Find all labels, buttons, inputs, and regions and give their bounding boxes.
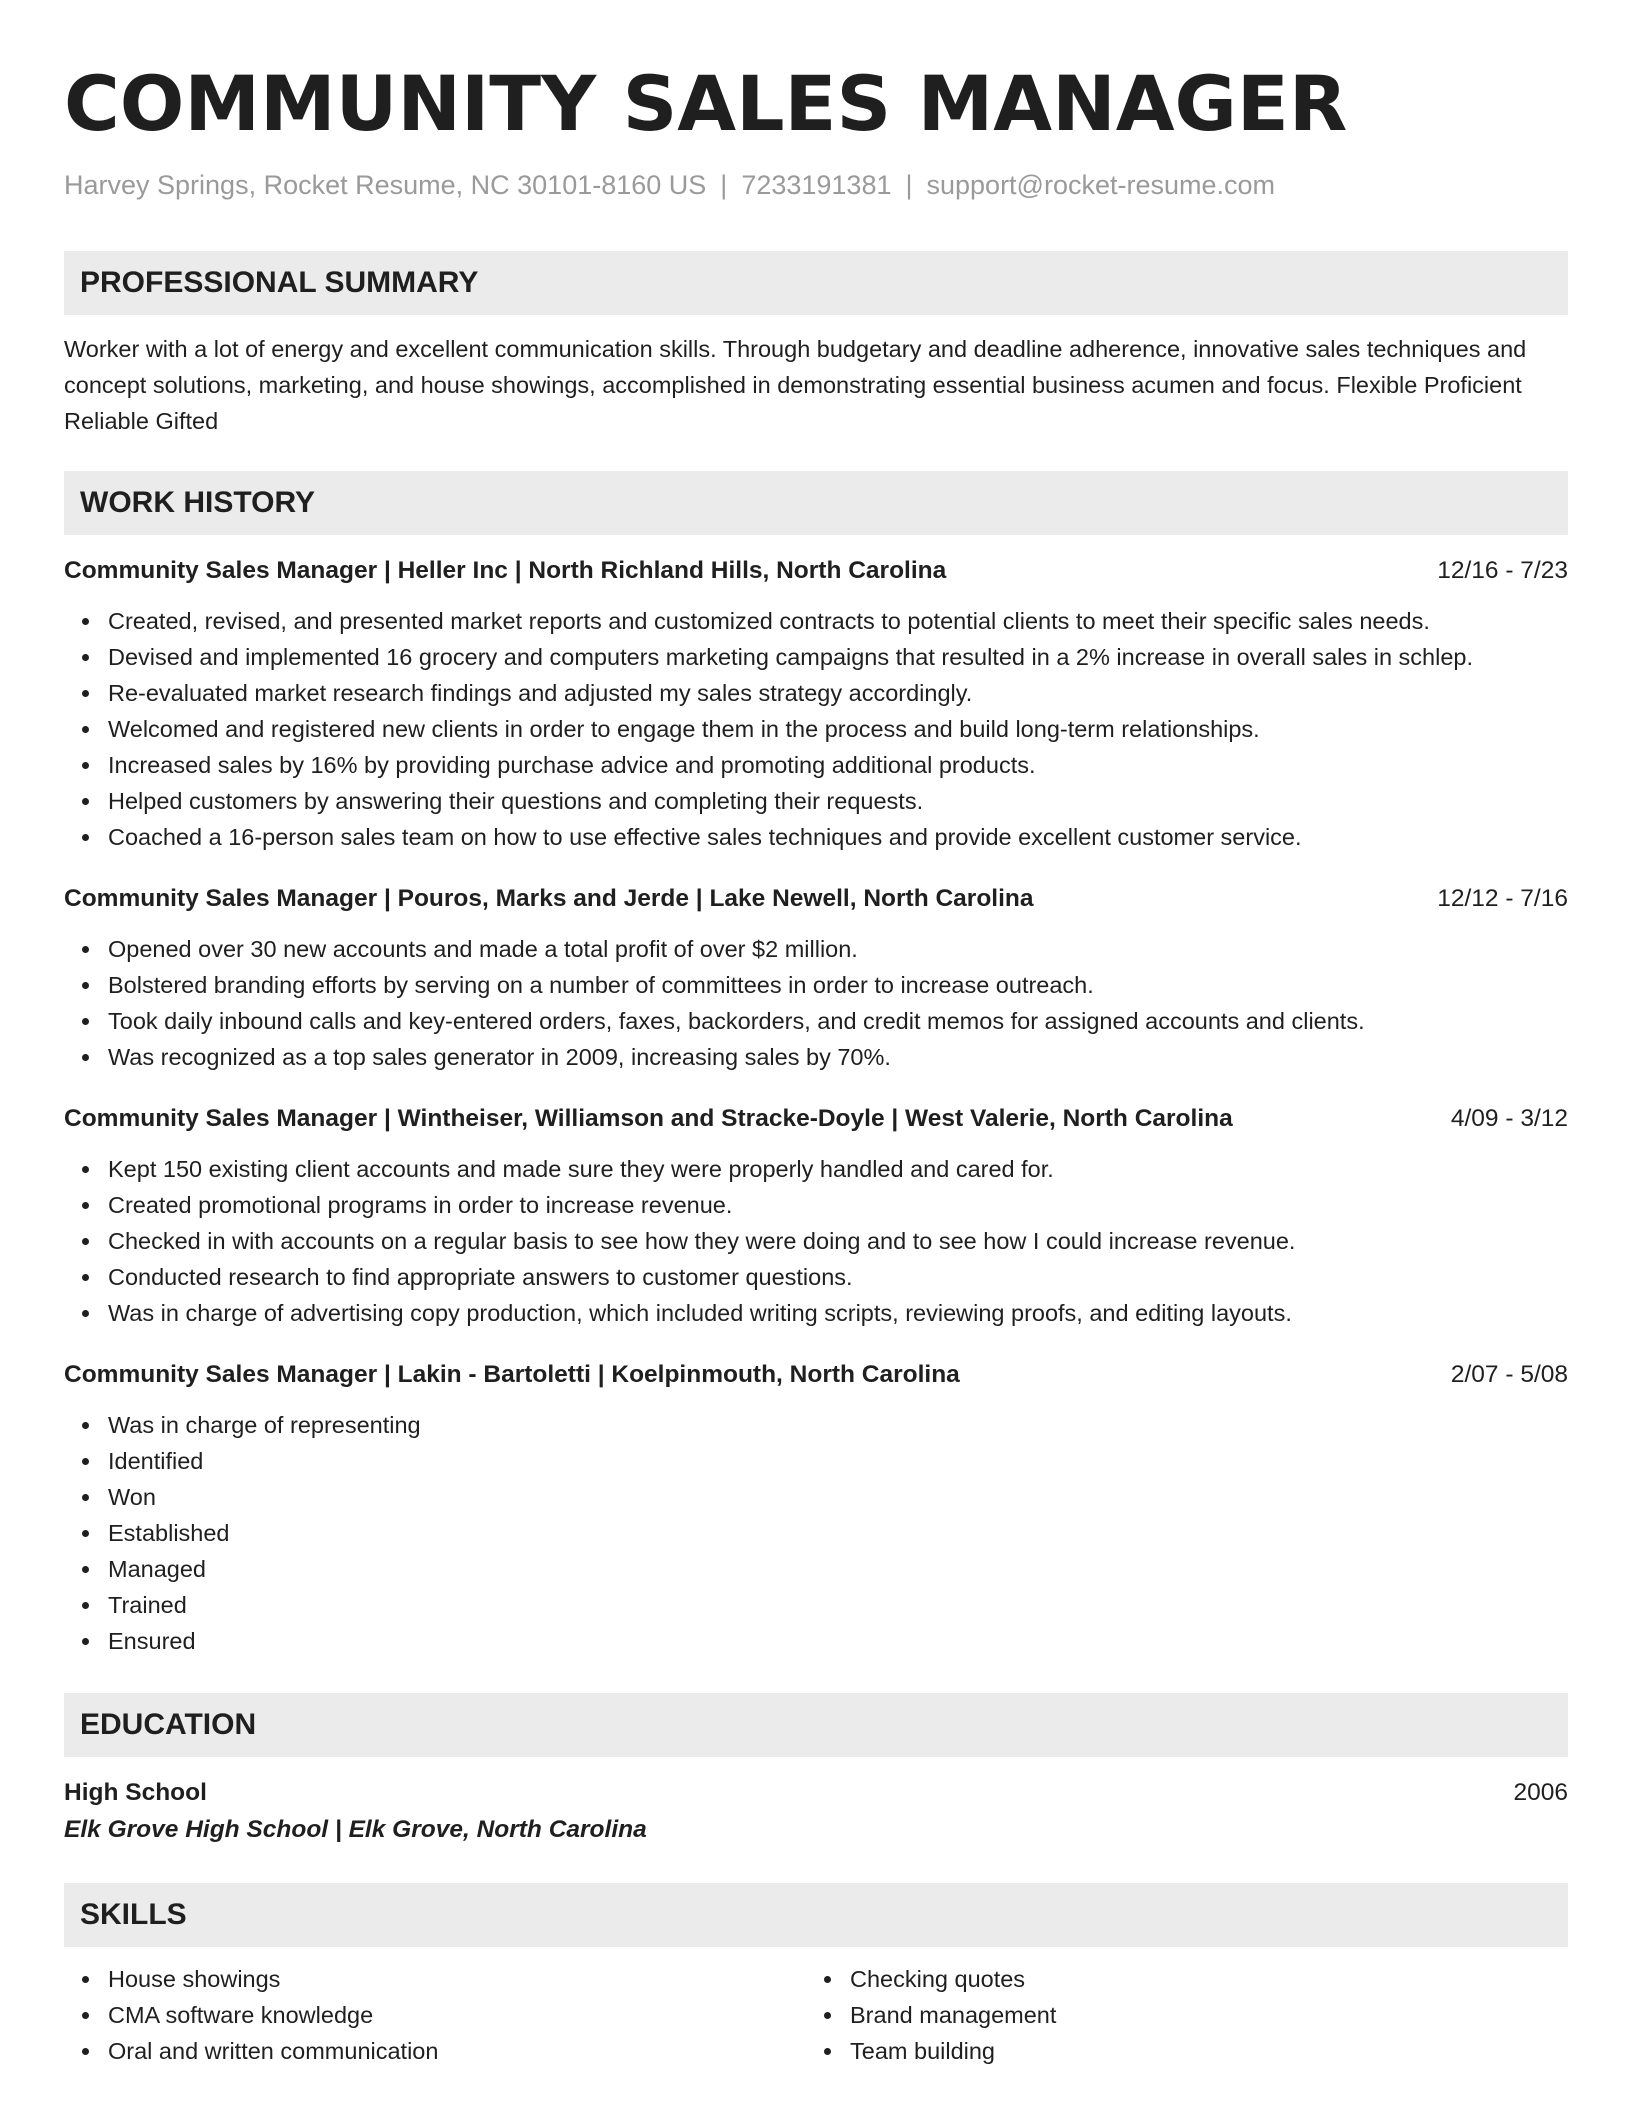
job-dates: 4/09 - 3/12 xyxy=(1450,1105,1568,1132)
contact-separator: | xyxy=(905,170,913,200)
job-entry xyxy=(64,553,1568,855)
job-bullet: Established xyxy=(108,1515,1568,1551)
job-bullet: Trained xyxy=(108,1587,1568,1623)
resume-title: COMMUNITY SALES MANAGER xyxy=(64,59,1348,148)
job-bullet: Took daily inbound calls and key-entered orders, faxes, backorders, and credit memos for assigned accounts and clients. xyxy=(108,1003,1568,1039)
job-entry xyxy=(64,881,1568,1075)
job-header xyxy=(64,1101,1568,1137)
job-entry xyxy=(64,1357,1568,1659)
job-bullet: Was in charge of representing xyxy=(108,1407,1568,1443)
skills-column xyxy=(64,1961,806,2069)
contact-phone: 7233191381 xyxy=(741,170,892,200)
skill-item: CMA software knowledge xyxy=(108,1997,806,2033)
skills-grid xyxy=(64,1947,1568,2069)
job-bullet: Helped customers by answering their questions and completing their requests. xyxy=(108,783,1568,819)
job-title: Community Sales Manager | Pouros, Marks and Jerde | Lake Newell, North Carolina xyxy=(64,885,1034,912)
job-bullet: Opened over 30 new accounts and made a total profit of over $2 million. xyxy=(108,931,1568,967)
skill-item: Team building xyxy=(850,2033,1548,2069)
skill-item: Oral and written communication xyxy=(108,2033,806,2069)
job-bullet: Devised and implemented 16 grocery and computers marketing campaigns that resulted in a 2% increase in overall sales in schlep. xyxy=(108,639,1568,675)
education-year: 2006 xyxy=(1513,1779,1568,1806)
job-bullets xyxy=(64,603,1568,855)
contact-separator: | xyxy=(720,170,728,200)
job-bullets xyxy=(64,931,1568,1075)
skill-item: House showings xyxy=(108,1961,806,1997)
skills-column xyxy=(806,1961,1548,2069)
job-bullet: Increased sales by 16% by providing purchase advice and promoting additional products. xyxy=(108,747,1568,783)
job-bullet: Was recognized as a top sales generator in 2009, increasing sales by 70%. xyxy=(108,1039,1568,1075)
job-header xyxy=(64,881,1568,917)
job-bullet: Bolstered branding efforts by serving on a number of committees in order to increase outreach. xyxy=(108,967,1568,1003)
summary-text: Worker with a lot of energy and excellent communication skills. Through budgetary and deadline adherence, innovative sales techniques and concept solutions, marketing, and house showings, accomplished in demonstrating essential business acumen and focus. Flexible Proficient Reliable Gifted xyxy=(64,336,1527,434)
job-header xyxy=(64,553,1568,589)
job-title: Community Sales Manager | Heller Inc | North Richland Hills, North Carolina xyxy=(64,557,947,584)
job-bullet: Was in charge of advertising copy production, which included writing scripts, reviewing proofs, and editing layouts. xyxy=(108,1295,1568,1331)
education-school: Elk Grove High School | Elk Grove, North Carolina xyxy=(64,1816,647,1843)
section-heading-skills: SKILLS xyxy=(64,1883,1568,1947)
job-bullet: Coached a 16-person sales team on how to use effective sales techniques and provide excellent customer service. xyxy=(108,819,1568,855)
education-degree: High School xyxy=(64,1779,207,1806)
job-bullet: Checked in with accounts on a regular basis to see how they were doing and to see how I could increase revenue. xyxy=(108,1223,1568,1259)
job-bullet: Conducted research to find appropriate answers to customer questions. xyxy=(108,1259,1568,1295)
job-bullets xyxy=(64,1151,1568,1331)
section-heading-summary: PROFESSIONAL SUMMARY xyxy=(64,251,1568,315)
job-bullets xyxy=(64,1407,1568,1659)
job-bullet: Kept 150 existing client accounts and made sure they were properly handled and cared for. xyxy=(108,1151,1568,1187)
job-bullet: Welcomed and registered new clients in order to engage them in the process and build long-term relationships. xyxy=(108,711,1568,747)
contact-address: Harvey Springs, Rocket Resume, NC 30101-8160 US xyxy=(64,170,707,200)
job-dates: 12/16 - 7/23 xyxy=(1437,557,1568,584)
job-dates: 12/12 - 7/16 xyxy=(1437,885,1568,912)
section-heading-education: EDUCATION xyxy=(64,1693,1568,1757)
job-entry xyxy=(64,1101,1568,1331)
job-bullet: Re-evaluated market research findings and adjusted my sales strategy accordingly. xyxy=(108,675,1568,711)
skill-item: Checking quotes xyxy=(850,1961,1548,1997)
job-bullet: Won xyxy=(108,1479,1568,1515)
job-bullet: Identified xyxy=(108,1443,1568,1479)
section-heading-work-history: WORK HISTORY xyxy=(64,471,1568,535)
job-dates: 2/07 - 5/08 xyxy=(1450,1361,1568,1388)
job-title: Community Sales Manager | Lakin - Bartoletti | Koelpinmouth, North Carolina xyxy=(64,1361,960,1388)
job-bullet: Managed xyxy=(108,1551,1568,1587)
job-bullet: Ensured xyxy=(108,1623,1568,1659)
education-entry xyxy=(64,1775,1568,1811)
skill-item: Brand management xyxy=(850,1997,1548,2033)
job-header xyxy=(64,1357,1568,1393)
job-title: Community Sales Manager | Wintheiser, Williamson and Stracke-Doyle | West Valerie, North Carolina xyxy=(64,1105,1233,1132)
contact-email: support@rocket-resume.com xyxy=(926,170,1276,200)
contact-line xyxy=(64,170,1568,201)
job-bullet: Created promotional programs in order to increase revenue. xyxy=(108,1187,1568,1223)
job-bullet: Created, revised, and presented market reports and customized contracts to potential clients to meet their specific sales needs. xyxy=(108,603,1568,639)
